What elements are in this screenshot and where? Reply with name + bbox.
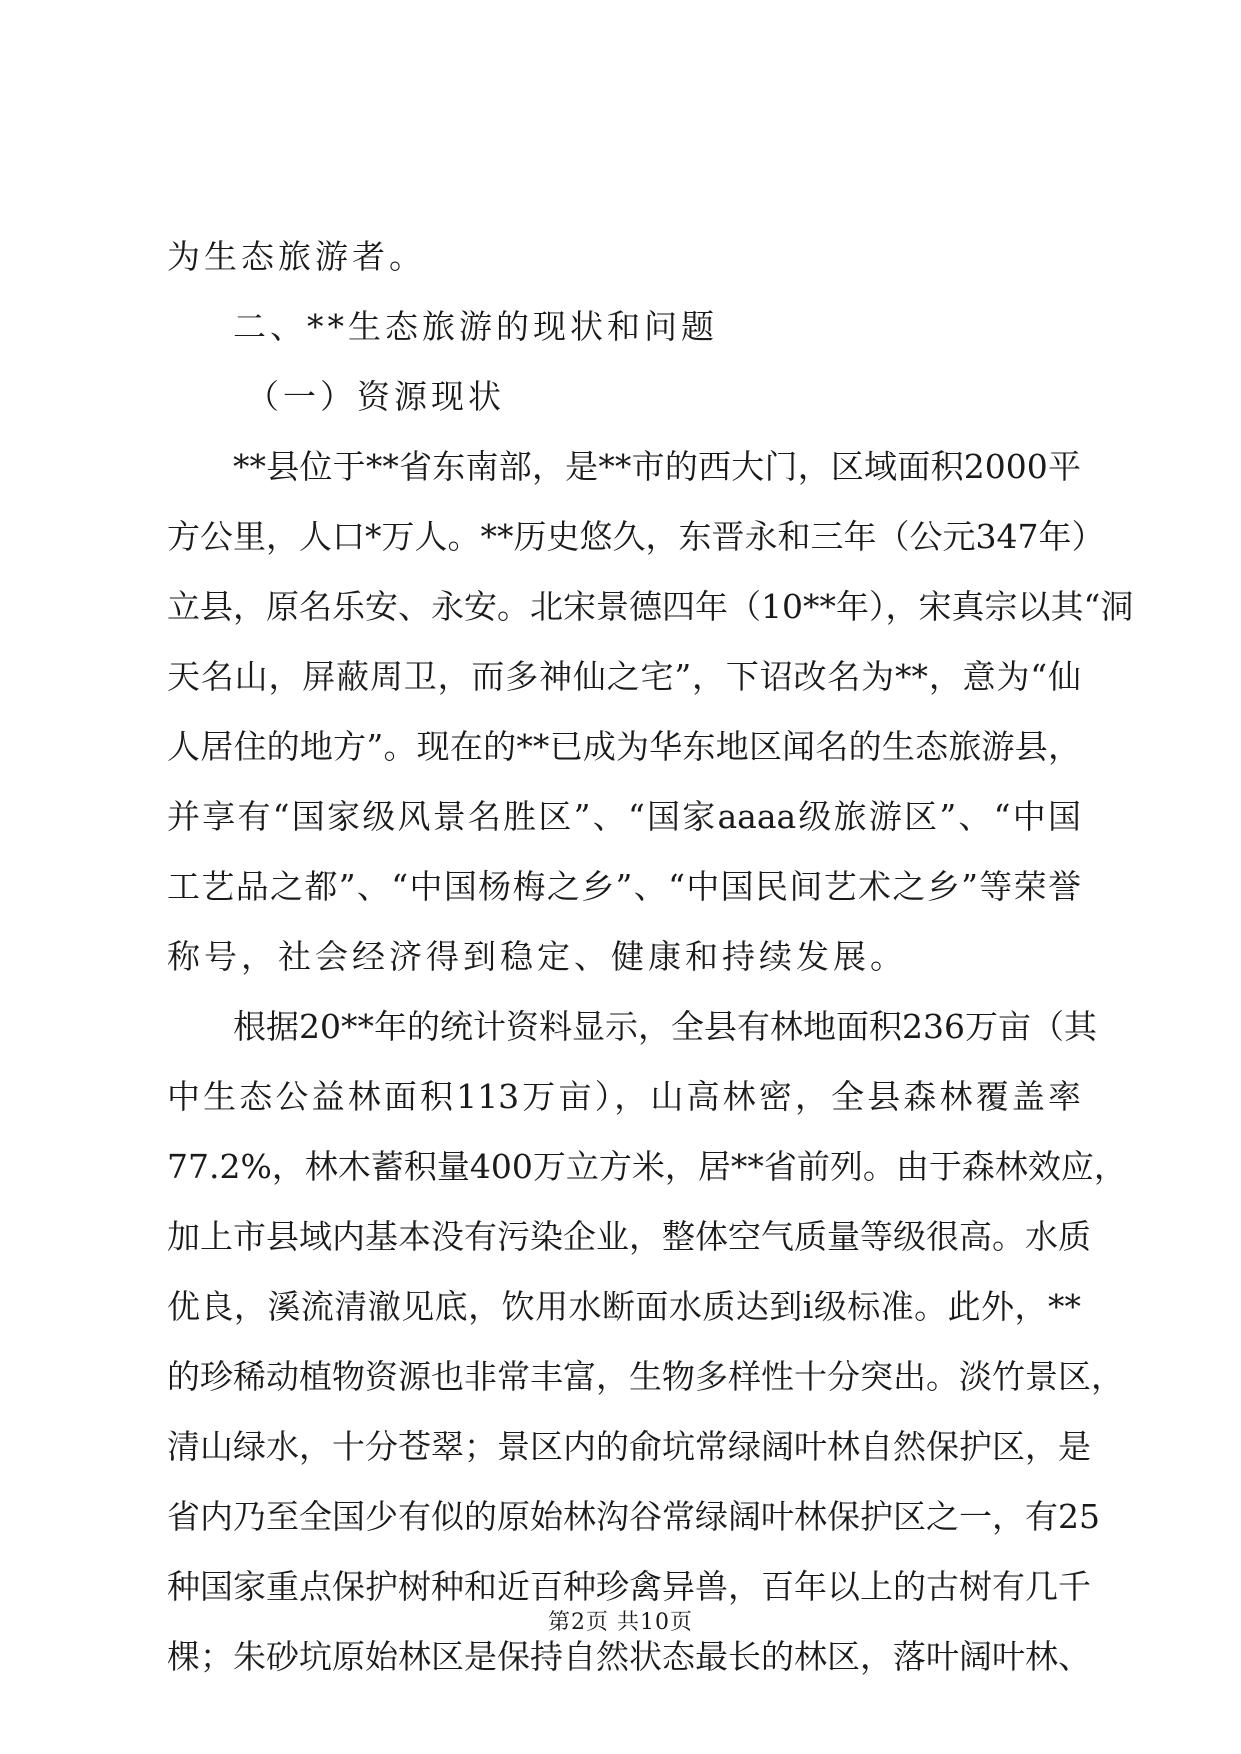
body-line-14: 77.2%，林木蓄积量400万立方米，居**省前列。由于森林效应，: [167, 1147, 1127, 1186]
body-line-20: 种国家重点保护树种和近百种珍禽异兽，百年以上的古树有几千: [167, 1567, 1091, 1606]
body-line-15: 加上市县域内基本没有污染企业，整体空气质量等级很高。水质: [167, 1217, 1091, 1256]
body-line-1: 为生态旅游者。: [167, 237, 426, 276]
body-line-21: 棵；朱砂坑原始林区是保持自然状态最长的林区，落叶阔叶林、: [167, 1637, 1091, 1676]
body-line-4: **县位于**省东南部，是**市的西大门，区域面积2000平: [233, 447, 1081, 486]
body-line-12: 根据20**年的统计资料显示，全县有林地面积236万亩（其: [233, 1007, 1097, 1046]
document-body: [167, 222, 1134, 1692]
body-line-16: 优良，溪流清澈见底，饮用水断面水质达到i级标准。此外，**: [167, 1287, 1081, 1326]
body-line-17: 的珍稀动植物资源也非常丰富，生物多样性十分突出。淡竹景区，: [167, 1357, 1124, 1396]
body-line-18: 清山绿水，十分苍翠；景区内的俞坑常绿阔叶林自然保护区，是: [167, 1427, 1091, 1466]
body-line-13: 中生态公益林面积113万亩），山高林密，全县森林覆盖率: [167, 1077, 1081, 1116]
body-line-5: 方公里，人口*万人。**历史悠久，东晋永和三年（公元347年）: [167, 517, 1105, 556]
page-number: 第2页 共10页: [548, 1610, 693, 1635]
subsection-heading: （一）资源现状: [246, 377, 505, 416]
body-line-9: 并享有“国家级风景名胜区”、“国家aaaa级旅游区”、“中国: [167, 797, 1081, 836]
body-line-7: 天名山，屏蔽周卫，而多神仙之宅”，下诏改名为**，意为“仙: [167, 657, 1081, 696]
body-line-6: 立县，原名乐安、永安。北宋景德四年（10**年），宋真宗以其“洞: [167, 587, 1134, 626]
section-heading: 二、**生态旅游的现状和问题: [233, 307, 718, 346]
body-line-19: 省内乃至全国少有似的原始林沟谷常绿阔叶林保护区之一，有25: [167, 1497, 1100, 1536]
body-line-10: 工艺品之都”、“中国杨梅之乡”、“中国民间艺术之乡”等荣誉: [167, 867, 1081, 906]
body-line-8: 人居住的地方”。现在的**已成为华东地区闻名的生态旅游县，: [167, 727, 1081, 766]
body-line-11: 称号，社会经济得到稳定、健康和持续发展。: [167, 937, 907, 976]
